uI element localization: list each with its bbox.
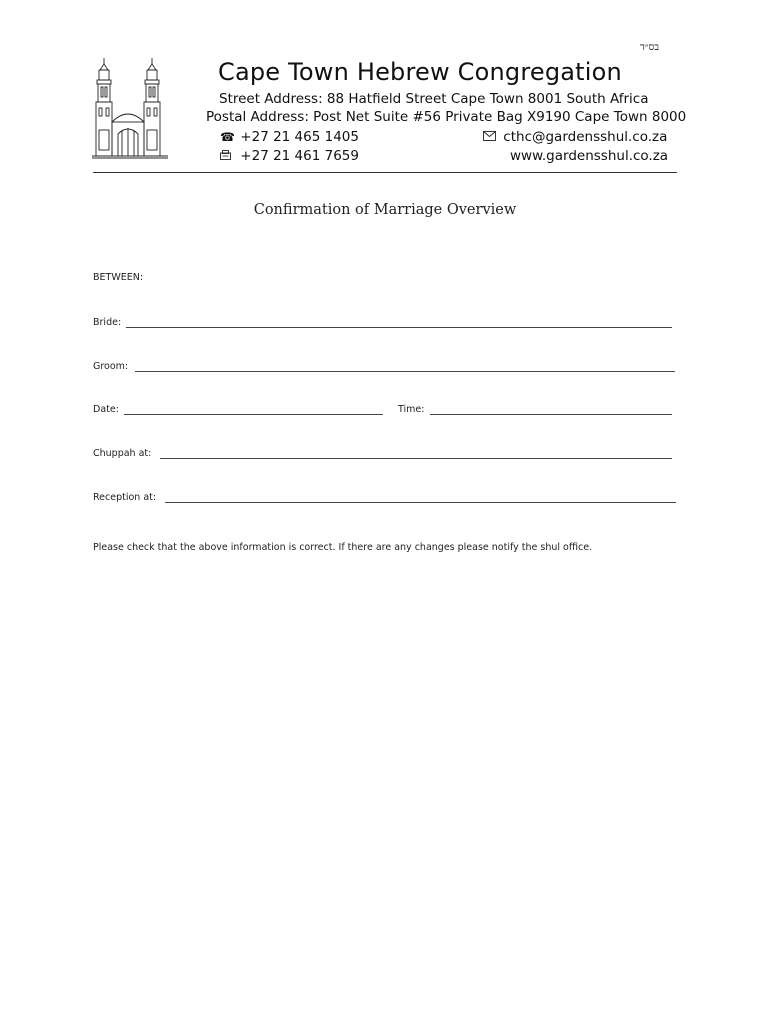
telephone-icon: ☎ bbox=[220, 130, 235, 144]
fax-icon bbox=[220, 149, 236, 163]
phone-number: +27 21 465 1405 bbox=[240, 129, 359, 145]
fax-contact bbox=[220, 148, 359, 164]
chuppah-label: Chuppah at: bbox=[93, 448, 152, 459]
date-field[interactable] bbox=[124, 414, 383, 415]
fax-number: +27 21 461 7659 bbox=[240, 148, 359, 164]
organization-name: Cape Town Hebrew Congregation bbox=[218, 58, 622, 86]
reception-field[interactable] bbox=[165, 502, 676, 503]
header-divider bbox=[93, 172, 677, 173]
bride-label: Bride: bbox=[93, 317, 122, 328]
phone-contact bbox=[220, 129, 359, 145]
hebrew-blessing-mark: בס״ד bbox=[640, 42, 660, 53]
time-label: Time: bbox=[398, 404, 425, 415]
postal-address: Postal Address: Post Net Suite #56 Private Bag X9190 Cape Town 8000 bbox=[206, 109, 687, 125]
groom-label: Groom: bbox=[93, 361, 129, 372]
confirmation-note: Please check that the above information is correct. If there are any changes please notify the shul office. bbox=[93, 542, 593, 553]
synagogue-logo bbox=[88, 56, 172, 160]
document-title: Confirmation of Marriage Overview bbox=[253, 202, 517, 218]
envelope-icon bbox=[483, 130, 499, 144]
between-heading: BETWEEN: bbox=[93, 272, 144, 283]
email-address: cthc@gardensshul.co.za bbox=[503, 129, 668, 145]
date-label: Date: bbox=[93, 404, 119, 415]
chuppah-field[interactable] bbox=[160, 458, 672, 459]
bride-field[interactable] bbox=[126, 327, 672, 328]
website-url: www.gardensshul.co.za bbox=[510, 148, 669, 164]
email-contact bbox=[483, 129, 667, 145]
groom-field[interactable] bbox=[135, 371, 675, 372]
street-address: Street Address: 88 Hatfield Street Cape Town 8001 South Africa bbox=[219, 91, 649, 107]
time-field[interactable] bbox=[430, 414, 672, 415]
reception-label: Reception at: bbox=[93, 492, 157, 503]
